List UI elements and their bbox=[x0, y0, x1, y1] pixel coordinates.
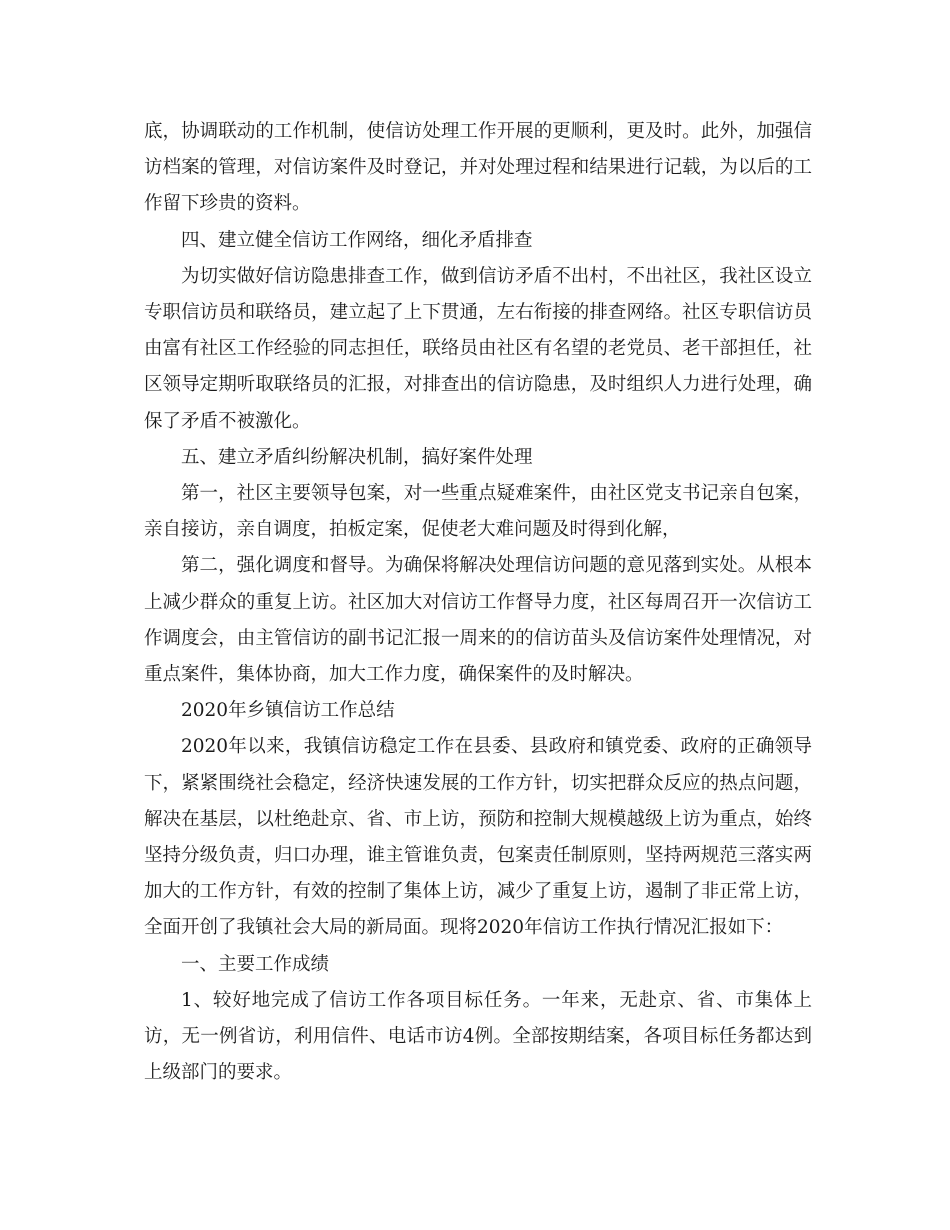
document-subtitle: 2020年乡镇信访工作总结 bbox=[181, 700, 395, 722]
section-heading-one: 一、主要工作成绩 bbox=[181, 953, 330, 975]
paragraph-continuation: 底，协调联动的工作机制，使信访处理工作开展的更顺利，更及时。此外，加强信访档案的管理，对信访案件及时登记，并对处理过程和结果进行记载，为以后的工作留下珍贵的资料。 bbox=[144, 121, 812, 215]
document-body bbox=[144, 114, 812, 1091]
section-heading-five: 五、建立矛盾纠纷解决机制，搞好案件处理 bbox=[181, 446, 533, 468]
paragraph: 第一，社区主要领导包案，对一些重点疑难案件，由社区党支书记亲自包案，亲自接访，亲自调度，拍板定案，促使老大难问题及时得到化解， bbox=[144, 483, 812, 541]
section-heading-four: 四、建立健全信访工作网络，细化矛盾排查 bbox=[181, 229, 533, 251]
paragraph: 1、较好地完成了信访工作各项目标任务。一年来，无赴京、省、市集体上访，无一例省访，利用信件、电话市访4例。全部按期结案，各项目标任务都达到上级部门的要求。 bbox=[144, 989, 812, 1084]
paragraph: 2020年以来，我镇信访稳定工作在县委、县政府和镇党委、政府的正确领导下，紧紧围绕社会稳定，经济快速发展的工作方针，切实把群众反应的热点问题，解决在基层，以杜绝赴京、省、市上访，预防和控制大规模越级上访为重点，始终坚持分级负责，归口办理，谁主管谁负责，包案责任制原则，坚持两规范三落实两加大的工作方针，有效的控制了集体上访，减少了重复上访，遏制了非正常上访，全面开创了我镇社会大局的新局面。现将2020年信访工作执行情况汇报如下： bbox=[144, 736, 812, 939]
paragraph: 第二，强化调度和督导。为确保将解决处理信访问题的意见落到实处。从根本上减少群众的重复上访。社区加大对信访工作督导力度，社区每周召开一次信访工作调度会，由主管信访的副书记汇报一周来的的信访苗头及信访案件处理情况，对重点案件，集体协商，加大工作力度，确保案件的及时解决。 bbox=[144, 555, 812, 686]
paragraph: 为切实做好信访隐患排查工作，做到信访矛盾不出村，不出社区，我社区设立专职信访员和联络员，建立起了上下贯通，左右衔接的排查网络。社区专职信访员由富有社区工作经验的同志担任，联络员由社区有名望的老党员、老干部担任，社区领导定期听取联络员的汇报，对排查出的信访隐患，及时组织人力进行处理，确保了矛盾不被激化。 bbox=[144, 265, 812, 432]
